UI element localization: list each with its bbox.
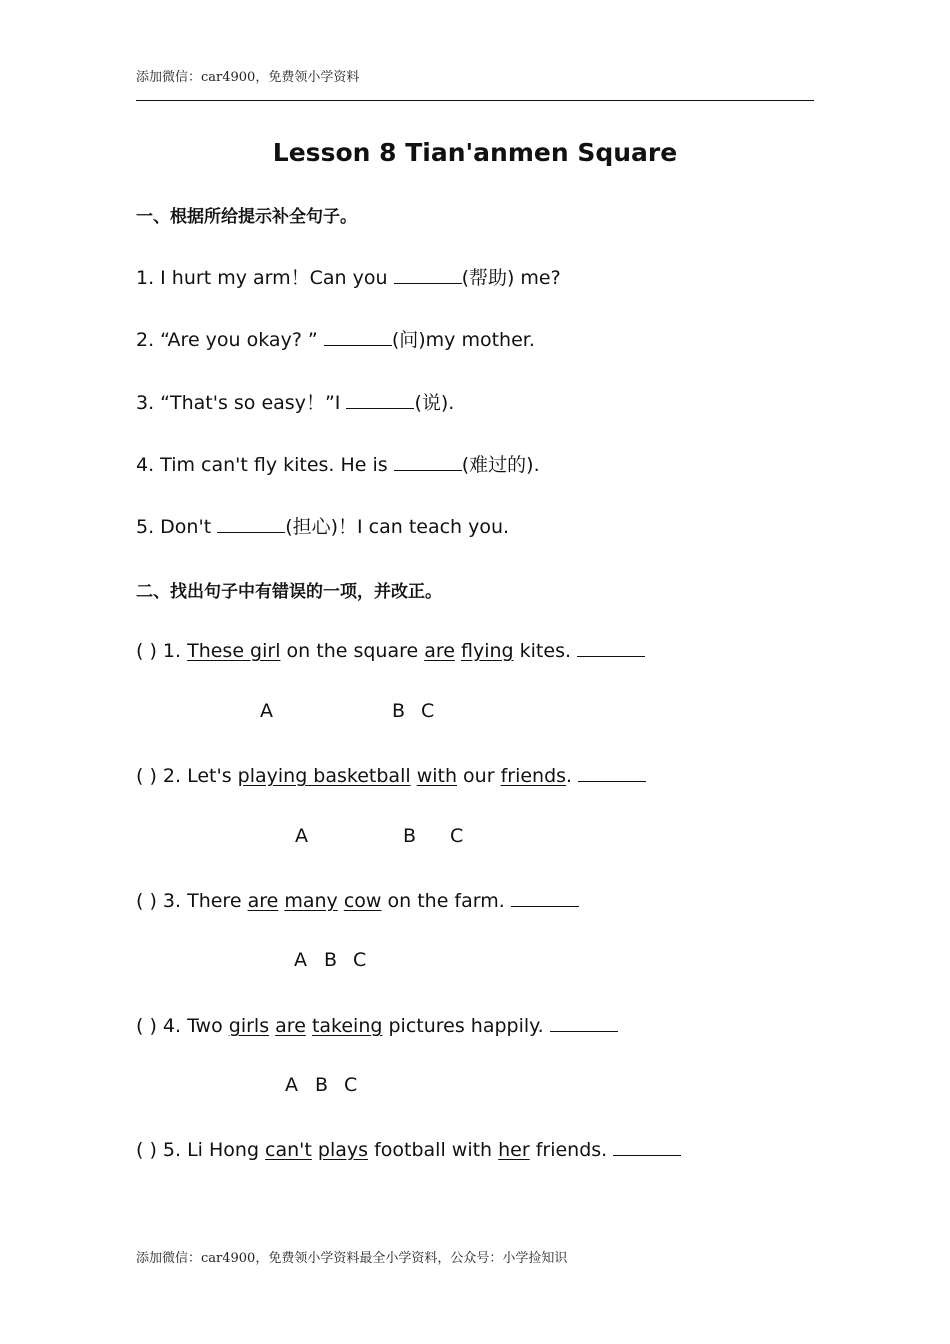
option-label-a: A [295,825,308,847]
correction-blank[interactable] [613,1136,681,1156]
s2-question-2 [136,762,646,787]
option-label-a: A [294,949,307,971]
section1-heading: 一、根据所给提示补全句子。 [136,207,357,227]
q-text: our [457,765,501,787]
option-c-text: takeing [311,1015,383,1037]
option-a-text: are [247,890,279,912]
answer-blank[interactable] [394,451,462,471]
option-label-c: C [450,825,464,847]
s1-question-2 [136,325,535,352]
answer-blank[interactable] [394,264,462,284]
page-title: Lesson 8 Tian'anmen Square [272,138,678,167]
option-label-b: B [392,700,406,722]
footer-note: 添加微信：car4900，免费领小学资料最全小学资料，公众号：小学捡知识 [136,1251,568,1266]
q-number: 3. There [162,890,248,912]
q-text: on the square [280,640,425,662]
option-label-c: C [353,949,367,971]
s1-q4-hint: (难过的). [461,454,540,476]
correction-blank[interactable] [578,762,646,782]
header-divider [136,100,814,101]
s1-question-5 [136,512,509,539]
option-label-b: B [315,1074,329,1096]
answer-paren[interactable]: ( ) [136,640,157,662]
answer-paren[interactable]: ( ) [136,765,157,787]
q-number: 1. [162,640,188,662]
option-label-b: B [324,949,338,971]
s1-question-4 [136,450,540,477]
option-label-b: B [403,825,417,847]
option-c-text: friends [500,765,567,787]
correction-blank[interactable] [511,887,579,907]
q-text: football with [368,1139,499,1161]
s1-question-3 [136,388,454,415]
option-b-text: with [416,765,457,787]
option-label-a: A [260,700,273,722]
s1-q1-hint: (帮助) me? [461,267,561,289]
q-number: 5. Li Hong [162,1139,266,1161]
correction-blank[interactable] [550,1012,618,1032]
answer-paren[interactable]: ( ) [136,890,157,912]
s1-q2-hint: (问)my mother. [391,329,535,351]
q-number: 2. Let's [162,765,238,787]
answer-paren[interactable]: ( ) [136,1015,157,1037]
answer-paren[interactable]: ( ) [136,1139,157,1161]
option-b-text: plays [317,1139,369,1161]
header-note: 添加微信：car4900，免费领小学资料 [136,70,360,85]
s1-q3-text: 3. “That's so easy！”I [136,392,347,414]
option-b-text: are [275,1015,306,1037]
q-text: friends. [529,1139,614,1161]
answer-blank[interactable] [217,513,285,533]
s1-q5-text: 5. Don't [136,516,218,538]
section2-heading: 二、找出句子中有错误的一项，并改正。 [136,582,442,602]
answer-blank[interactable] [346,389,414,409]
option-b-text: are [424,640,455,662]
s2-question-5 [136,1136,681,1161]
s1-q3-hint: (说). [414,392,455,414]
option-b-text: many [284,890,338,912]
option-c-text: flying [461,640,514,662]
correction-blank[interactable] [577,637,645,657]
s2-question-4 [136,1012,618,1037]
option-a-text: playing basketball [237,765,411,787]
option-label-c: C [344,1074,358,1096]
option-label-a: A [285,1074,298,1096]
s2-question-1 [136,637,645,662]
option-c-text: cow [343,890,382,912]
q-text: kites. [513,640,578,662]
s1-q5-hint: (担心)！I can teach you. [285,516,510,538]
q-number: 4. Two [162,1015,229,1037]
q-text: on the farm. [381,890,511,912]
s1-q1-text: 1. I hurt my arm！Can you [136,267,394,289]
answer-blank[interactable] [324,326,392,346]
option-a-text: can't [265,1139,312,1161]
option-c-text: her [498,1139,530,1161]
option-a-text: girls [228,1015,270,1037]
q-text: . [566,765,579,787]
q-text: pictures happily. [382,1015,550,1037]
option-label-c: C [421,700,435,722]
option-a-text: These girl [187,640,281,662]
s1-q2-text: 2. “Are you okay? ” [136,329,324,351]
s1-q4-text: 4. Tim can't fly kites. He is [136,454,394,476]
s2-question-3 [136,887,579,912]
s1-question-1 [136,263,561,290]
